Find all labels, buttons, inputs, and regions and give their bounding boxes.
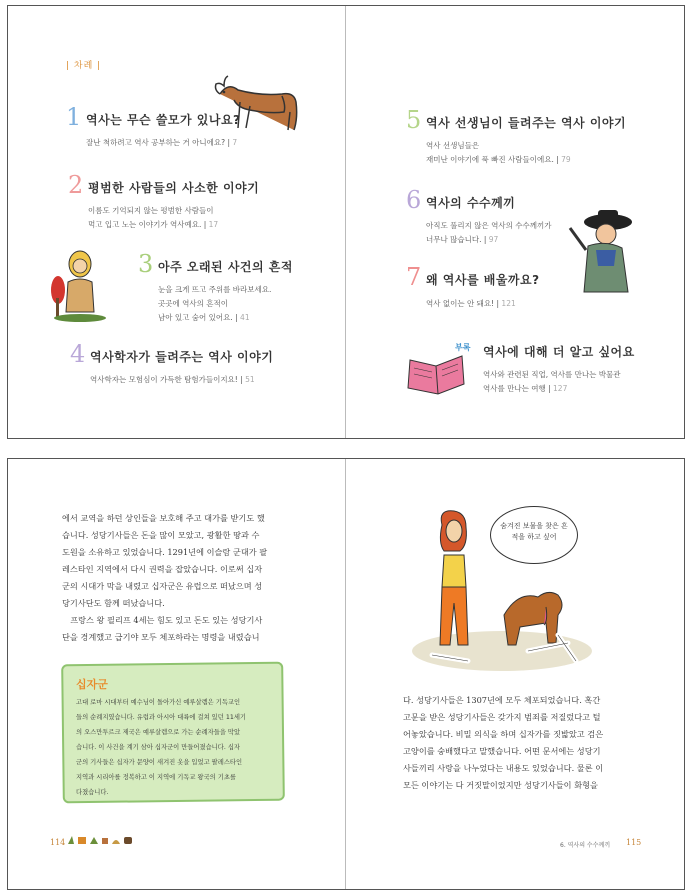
entry-desc: 역사와 관련된 직업, 역사를 만나는 박물관 역사를 만나는 여행 | 127: [483, 370, 621, 393]
entry-title: 역사 선생님이 들려주는 역사 이야기: [426, 116, 627, 130]
entry-title: 역사는 무슨 쓸모가 있나요?: [86, 113, 241, 127]
entry-number: 1: [66, 103, 82, 131]
footer-icons: [66, 834, 136, 846]
caveman-illustration: [44, 248, 116, 324]
entry-desc: 역사 선생님들은 재미난 이야기에 푹 빠진 사람들이에요. | 79: [426, 141, 571, 164]
entry-title: 역사에 대해 더 알고 싶어요: [483, 345, 635, 359]
left-body-text: 에서 교역을 하던 상인들을 보호해 주고 대가를 받기도 했 습니다. 성당기사들은 돈을 많이 모았고, 광활한 땅과 수 도원을 소유하고 있었습니다. 1291년에 이슬람 군대가 팔 레스타인 지역에서 다시 권력을 잡았습니다. 이로써 십자 군의 시대가 막을 내렸고 십자군은 유럽으로 떠났으며 성 당기사단도 함께 떠났습니다. 프랑스 왕 필리프 4세는 힘도 있고 돈도 있는 성당기사 단을 경계했고 급기야 모두 체포하라는 명령을 내렸습니: [62, 513, 268, 642]
sidebar-title: 십자군: [76, 678, 108, 691]
toc-tag: | 차례 |: [66, 61, 102, 71]
entry-desc: 잘난 척하려고 역사 공부하는 거 아니에요? | 7: [86, 138, 238, 147]
entry-desc: 눈을 크게 뜨고 주위를 바라보세요. 곳곳에 역사의 흔적이 남아 있고 숨어 있어요. | 41: [158, 285, 272, 322]
deer-illustration: [210, 72, 302, 134]
entry-number: 7: [406, 263, 422, 291]
book-illustration: [404, 348, 468, 398]
gutter: [345, 459, 346, 889]
right-body-text: 다. 성당기사들은 1307년에 모두 체포되었습니다. 혹간 고문을 받은 성당기사들은 갖가지 범죄를 저질렀다고 털 어놓았습니다. 비밀 의식을 하며 십자가를 짓밟았고 검은 고양이를 숭배했다고 말했습니다. 어떤 문서에는 성당기 사들끼리 사랑을 나누었다는 내용도 있었습니다. 물론 이 모든 이야기는 다 거짓말이었지만 성당기사들이 화형을: [403, 695, 604, 790]
speech-text: 숨겨진 보물을 찾은 흔적을 하고 싶어: [500, 522, 568, 541]
entry-title: 평범한 사람들의 사소한 이야기: [88, 181, 260, 195]
entry-desc: 이름도 기억되지 않는 평범한 사람들이 먹고 입고 노는 이야기가 역사예요. | 17: [88, 206, 219, 229]
entry-title: 역사학자가 들려주는 역사 이야기: [90, 350, 274, 364]
entry-number: 4: [70, 340, 86, 368]
entry-desc: 아직도 풀리지 않은 역사의 수수께끼가 너무나 많습니다. | 97: [426, 221, 552, 244]
woman-dog-illustration: [408, 505, 596, 675]
page-number-left: 114: [50, 838, 66, 847]
sidebar-text: 고대 로마 시대부터 예수님이 돌아가신 예루살렘은 기독교인 들의 순례지였습니다. 유럽과 아시아 대륙에 걸쳐 있던 11세기 의 오스만투르크 제국은 예루살렘으로 가는 순례자들을 막았 습니다. 이 사건을 계기 삼아 십자군이 만들어졌습니다. 십자 군의 기사들은 십자가 문양이 새겨진 옷을 입었고 팔레스타인 지역과 시리아를 정복하고 이 지역에 기독교 왕국의 기초를 다졌습니다.: [76, 699, 247, 796]
gutter: [345, 6, 346, 438]
entry-desc: 역사학자는 모험심이 가득한 탐험가들이지요! | 51: [90, 375, 255, 384]
entry-desc: 역사 없이는 안 돼요! | 121: [426, 299, 516, 308]
entry-number: 2: [68, 171, 84, 199]
scholar-illustration: [556, 206, 646, 300]
appendix-tag: 부록: [455, 343, 471, 352]
running-head: 6. 역사의 수수께끼: [560, 842, 611, 849]
entry-number: 6: [406, 186, 422, 214]
entry-number: 3: [138, 250, 154, 278]
page-number-right: 115: [626, 838, 642, 847]
entry-title: 왜 역사를 배울까요?: [426, 273, 540, 287]
entry-title: 아주 오래된 사건의 흔적: [158, 260, 293, 274]
entry-title: 역사의 수수께끼: [426, 196, 516, 210]
entry-number: 5: [406, 106, 422, 134]
